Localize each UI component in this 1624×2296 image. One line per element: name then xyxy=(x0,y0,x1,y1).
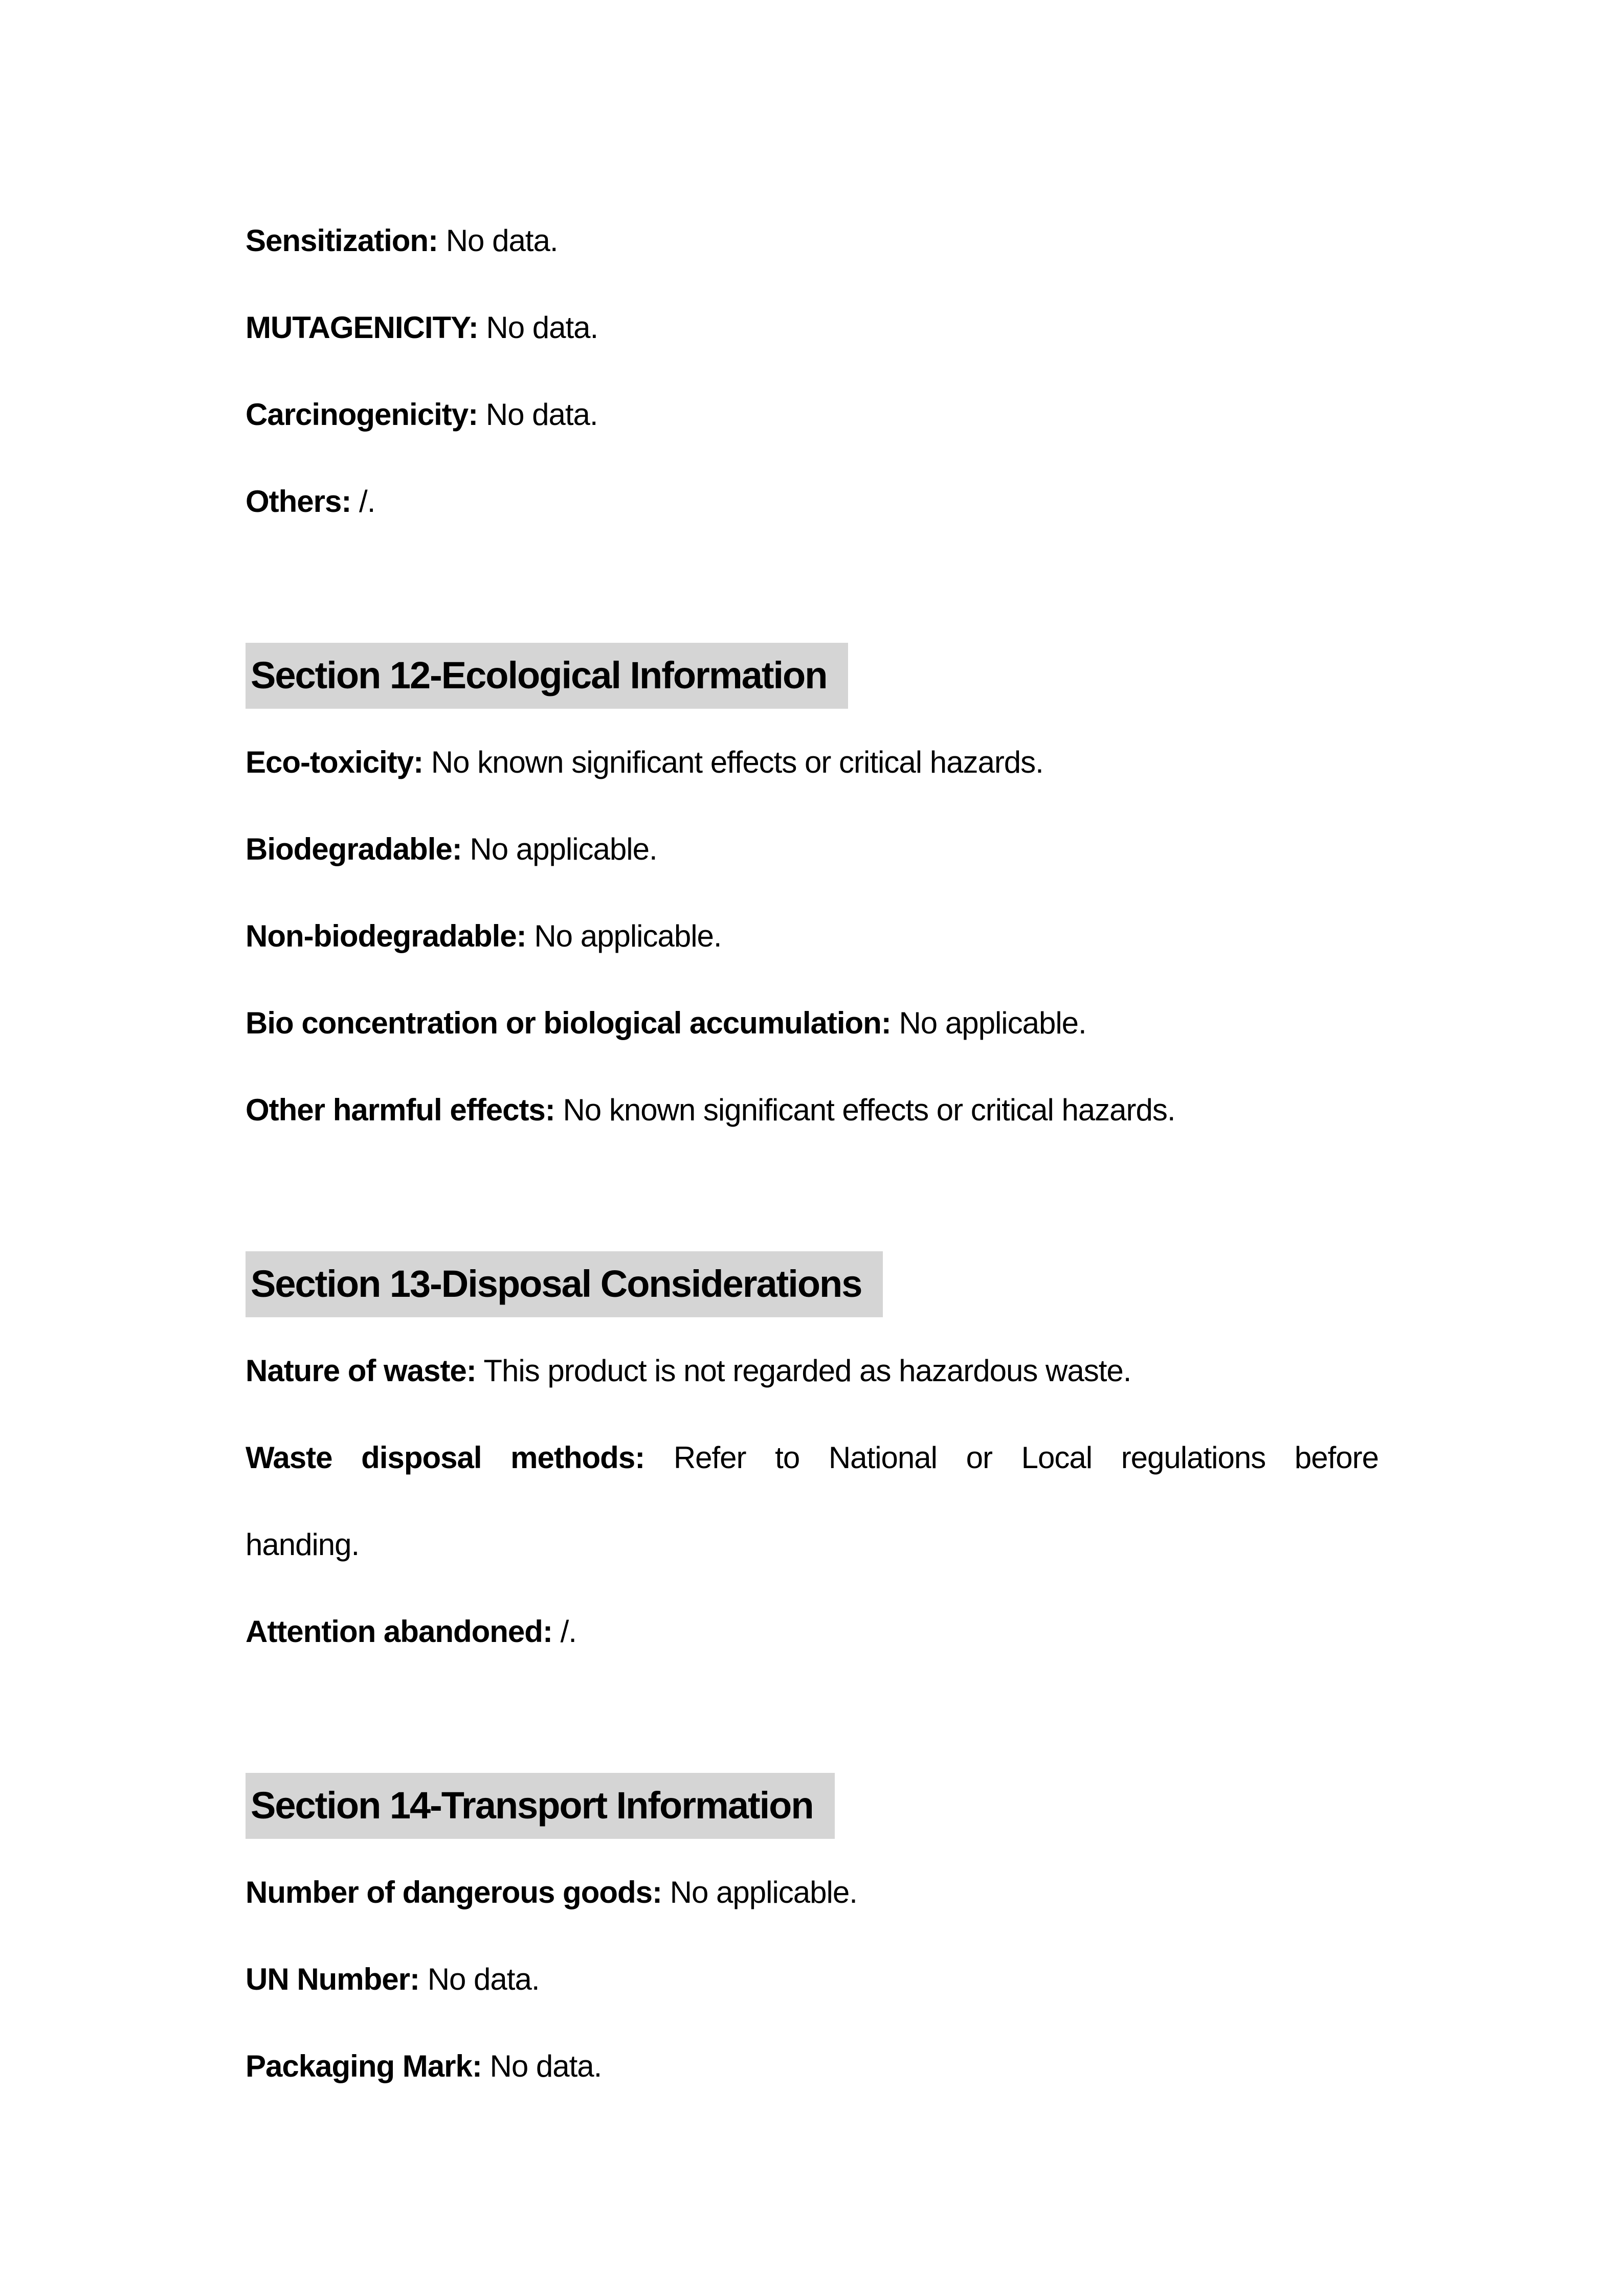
field-label: Non-biodegradable: xyxy=(246,919,526,953)
section-14-heading xyxy=(246,1762,1378,1849)
field-biodegradable xyxy=(246,806,1378,893)
field-eco-toxicity xyxy=(246,719,1378,806)
field-label: Attention abandoned: xyxy=(246,1614,552,1649)
field-label: Eco-toxicity: xyxy=(246,745,424,779)
section-12-heading xyxy=(246,632,1378,719)
section-heading-highlight: Section 14-Transport Information xyxy=(246,1773,835,1839)
field-others xyxy=(246,458,1378,545)
field-label: Bio concentration or biological accumulation: xyxy=(246,1006,891,1040)
field-packaging-mark xyxy=(246,2023,1378,2110)
field-bio-concentration xyxy=(246,980,1378,1067)
field-waste-disposal-methods xyxy=(246,1414,1378,1588)
justified-first-line xyxy=(246,1414,1378,1501)
field-label: Number of dangerous goods: xyxy=(246,1875,662,1909)
field-sensitization xyxy=(246,197,1378,284)
field-label: Carcinogenicity: xyxy=(246,397,478,432)
field-label: MUTAGENICITY: xyxy=(246,310,478,345)
field-value: No data. xyxy=(490,2049,602,2083)
field-carcinogenicity xyxy=(246,371,1378,458)
field-value: No data. xyxy=(446,223,558,258)
field-value: No data. xyxy=(486,310,598,345)
field-value: No applicable. xyxy=(670,1875,857,1909)
field-value: Refer to National or Local regulations before xyxy=(673,1440,1378,1475)
field-label: Other harmful effects: xyxy=(246,1093,555,1127)
field-value: /. xyxy=(359,484,375,519)
field-label: UN Number: xyxy=(246,1962,420,1996)
field-mutagenicity xyxy=(246,284,1378,371)
section-heading-highlight: Section 12-Ecological Information xyxy=(246,643,848,709)
field-value: No known significant effects or critical hazards. xyxy=(563,1093,1175,1127)
field-other-harmful-effects xyxy=(246,1067,1378,1154)
section-heading-highlight: Section 13-Disposal Considerations xyxy=(246,1251,883,1317)
field-label: Nature of waste: xyxy=(246,1354,476,1388)
field-label: Biodegradable: xyxy=(246,832,462,866)
field-value: No applicable. xyxy=(899,1006,1086,1040)
field-label: Waste disposal methods: xyxy=(246,1440,645,1475)
field-label: Sensitization: xyxy=(246,223,438,258)
field-value: No applicable. xyxy=(534,919,722,953)
field-value: /. xyxy=(560,1614,576,1649)
field-nature-of-waste xyxy=(246,1327,1378,1414)
field-label: Others: xyxy=(246,484,351,519)
field-value: No data. xyxy=(485,397,598,432)
field-non-biodegradable xyxy=(246,893,1378,980)
field-value: No data. xyxy=(427,1962,540,1996)
field-value: This product is not regarded as hazardous waste. xyxy=(483,1354,1131,1388)
field-number-of-dangerous-goods xyxy=(246,1849,1378,1936)
field-attention-abandoned xyxy=(246,1588,1378,1675)
section-13-heading xyxy=(246,1241,1378,1327)
field-label: Packaging Mark: xyxy=(246,2049,482,2083)
field-value: No applicable. xyxy=(470,832,657,866)
field-value: No known significant effects or critical hazards. xyxy=(431,745,1043,779)
field-value-continued: handing. xyxy=(246,1527,360,1562)
field-un-number xyxy=(246,1936,1378,2023)
